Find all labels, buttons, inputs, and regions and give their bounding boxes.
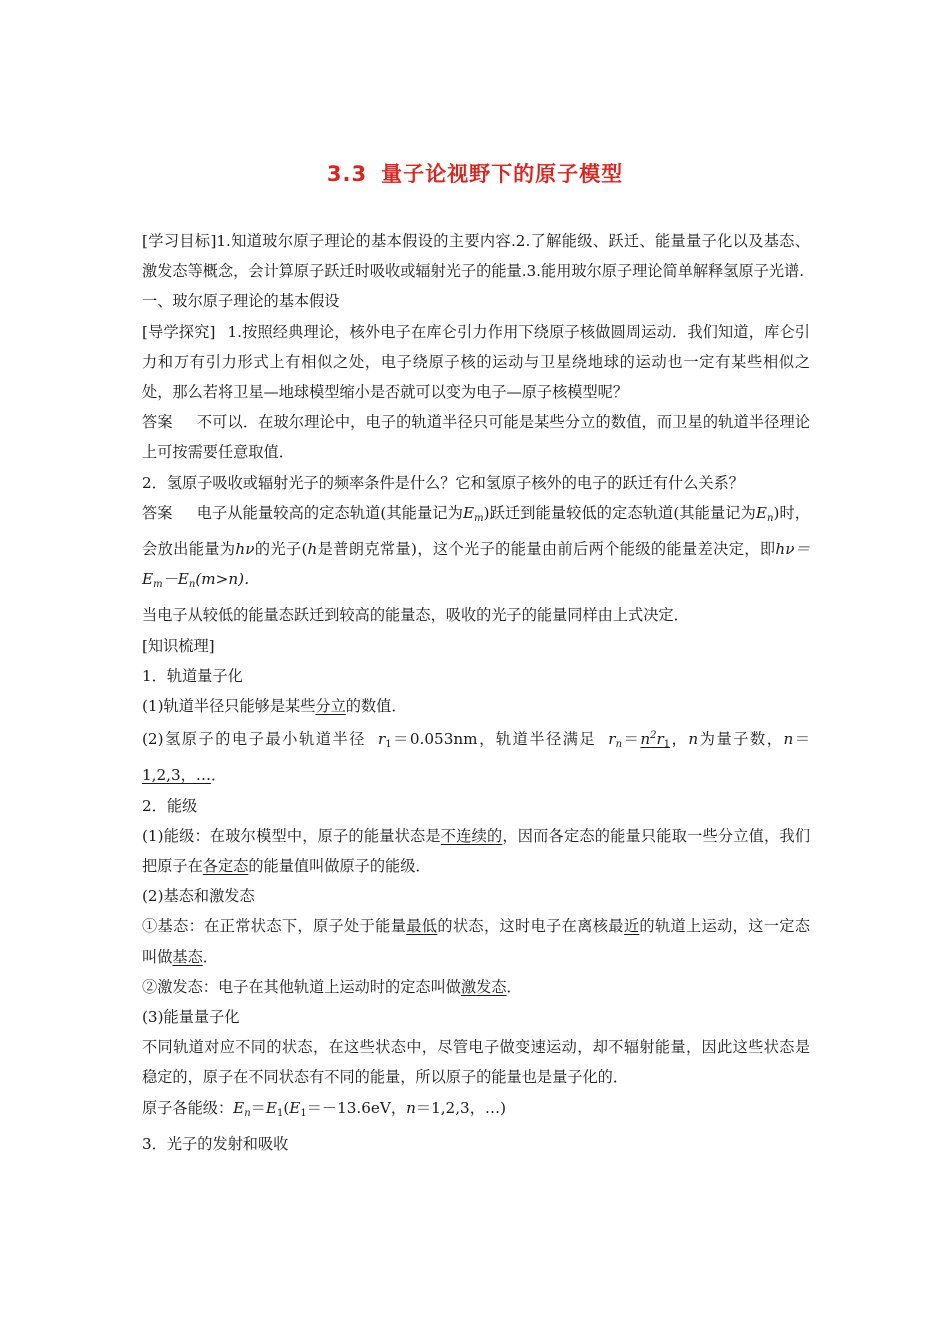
symbol-r: r <box>377 730 386 749</box>
item-2-2-ground-state <box>142 911 810 971</box>
item-text: 的状态，这时电子在离核最 <box>437 917 624 936</box>
answer-2-text: 的光子( <box>254 540 308 559</box>
item-2-heading: 2．能级 <box>142 796 198 815</box>
item-text: ①基态：在正常状态下，原子处于能量 <box>142 917 407 936</box>
paren: ( <box>283 1098 290 1117</box>
formula-condition: (m>n)． <box>195 570 260 589</box>
answer-2-text: )时，会放出能量为 <box>142 503 810 559</box>
item-1-heading: 1．轨道量子化 <box>142 666 243 685</box>
underlined-term: 各定态 <box>202 857 249 876</box>
symbol-n: n <box>783 730 794 749</box>
answer-2-note: 当电子从较低的能量态跃迁到较高的能量态，吸收的光子的能量同样由上式决定． <box>142 606 689 625</box>
item-text: 原子各能级： <box>142 1098 234 1117</box>
symbol-e: E <box>463 503 475 522</box>
subscript-n: n <box>767 512 774 524</box>
subscript-m: m <box>153 579 163 591</box>
knowledge-label: [知识梳理] <box>142 636 215 655</box>
formula: －E <box>162 570 189 589</box>
item-text: ． <box>506 977 522 996</box>
subscript-1: 1 <box>663 739 671 751</box>
subscript-1: 1 <box>276 1107 284 1119</box>
item-text: ． <box>211 766 227 785</box>
item-text: ，因而各定态的能量只能取一些分立值，我们把原子在 <box>142 826 811 876</box>
superscript-2: 2 <box>650 730 657 742</box>
subscript-n: n <box>244 1107 251 1119</box>
equals: ＝ <box>250 1098 266 1117</box>
item-text: (1)轨道半径只能够是某些 <box>142 697 316 716</box>
subscript-1: 1 <box>385 739 392 751</box>
item-2-3-text: 不同轨道对应不同的状态，在这些状态中，尽管电子做变速运动，却不辐射能量，因此这些状态是稳定的，原子在不同状态有不同的能量，所以原子的能量也是量子化的． <box>142 1038 810 1087</box>
item-2-2-heading: (2)基态和激发态 <box>142 887 255 906</box>
item-2-3-energy-levels <box>142 1093 810 1129</box>
item-text: ， <box>670 730 689 749</box>
item-text: ． <box>202 947 218 966</box>
underlined-term: 近 <box>623 917 640 936</box>
subscript-n: n <box>188 579 196 591</box>
learning-objectives <box>142 226 810 286</box>
answer-label: 答案 <box>142 503 173 522</box>
question-1-text: 1.按照经典理论，核外电子在库仑引力作用下绕原子核做圆周运动．我们知道，库仑引力和万有引力形式上有相似之处，电子绕原子核的运动与卫星绕地球的运动也一定有某些相似之处，那么若将卫星—地球模型缩小是否就可以变为电子—原子核模型呢？ <box>142 322 810 402</box>
symbol-n: n <box>688 730 699 749</box>
symbol-e: E <box>755 503 767 522</box>
symbol-n: n <box>640 730 651 749</box>
underlined-term: 激发态 <box>460 977 507 996</box>
subscript-m: m <box>474 512 484 524</box>
symbol-n: n <box>406 1098 416 1117</box>
guide-label: [导学探究] <box>142 322 216 341</box>
objectives-label: [学习目标] <box>142 232 217 250</box>
symbol-r: r <box>656 730 664 749</box>
answer-2-text: 电子从能量较高的定态轨道(其能量记为 <box>196 503 464 522</box>
guide-question-1 <box>142 317 810 408</box>
answer-2-text: )跃迁到能量较低的定态轨道(其能量记为 <box>483 503 756 522</box>
answer-label: 答案 <box>142 413 173 432</box>
item-2-3-heading: (3)能量量子化 <box>142 1008 240 1027</box>
symbol-h-nu: hν <box>235 540 255 559</box>
symbol-e: E <box>265 1098 277 1117</box>
underlined-term: 最低 <box>406 917 438 936</box>
item-2-2-excited-state <box>142 972 810 1002</box>
answer-1-text: 不可以．在玻尔理论中，电子的轨道半径只可能是某些分立的数值，而卫星的轨道半径理论上可按需要任意取值． <box>142 413 811 462</box>
answer-2-text: 是普朗克常量)，这个光子的能量由前后两个能级的能量差决定，即 <box>317 540 776 559</box>
symbol-r: r <box>608 730 616 749</box>
symbol-e: E <box>233 1098 245 1117</box>
item-text: (1)能级：在玻尔模型中，原子的能量状态是 <box>142 826 441 845</box>
item-text: 的能量值叫做原子的能级． <box>248 857 431 876</box>
item-text: 的轨道上运动，这一定态叫做 <box>142 917 811 966</box>
answer-1 <box>142 407 810 467</box>
formula: hν＝E <box>142 540 811 589</box>
item-1-2 <box>142 721 810 790</box>
item-text: ＝1,2,3，…) <box>415 1098 507 1117</box>
section-title-text: 量子论视野下的原子模型 <box>381 162 624 186</box>
underlined-term: 基态 <box>172 947 203 966</box>
item-text: ＝0.053nm，轨道半径满足 <box>391 730 597 749</box>
item-text: ＝－13.6eV， <box>306 1098 407 1117</box>
symbol-h: h <box>307 540 318 559</box>
guide-question-2: 2．氢原子吸收或辐射光子的频率条件是什么？它和氢原子核外的电子的跃迁有什么关系？ <box>142 473 744 492</box>
item-text: ②激发态：电子在其他轨道上运动时的定态叫做 <box>142 977 461 996</box>
section-number: 3.3 <box>326 162 368 186</box>
equals: ＝ <box>793 730 811 749</box>
item-3-heading: 3．光子的发射和吸收 <box>142 1134 289 1153</box>
underlined-term: 不连续的 <box>440 826 503 845</box>
document-body <box>142 226 810 1159</box>
page-title <box>0 158 950 188</box>
item-text: 的数值． <box>345 697 407 716</box>
item-1-1 <box>142 691 810 721</box>
symbol-e: E <box>289 1098 301 1117</box>
underlined-term: 1,2,3，… <box>142 766 212 785</box>
item-text: 为量子数， <box>698 730 784 749</box>
subscript-1: 1 <box>300 1107 307 1119</box>
objectives-text: 1.知道玻尔原子理论的基本假设的主要内容.2.了解能级、跃迁、能量量子化以及基态、激发态等概念，会计算原子跃迁时吸收或辐射光子的能量.3.能用玻尔原子理论简单解释氢原子光谱. <box>142 232 810 281</box>
subscript-n: n <box>615 739 623 751</box>
equals: ＝ <box>622 730 641 749</box>
item-2-1 <box>142 821 810 881</box>
answer-2 <box>142 498 810 601</box>
item-text: (2)氢原子的电子最小轨道半径 <box>142 730 366 749</box>
underlined-term: 分立 <box>315 697 346 716</box>
section-heading: 一、玻尔原子理论的基本假设 <box>142 292 340 311</box>
